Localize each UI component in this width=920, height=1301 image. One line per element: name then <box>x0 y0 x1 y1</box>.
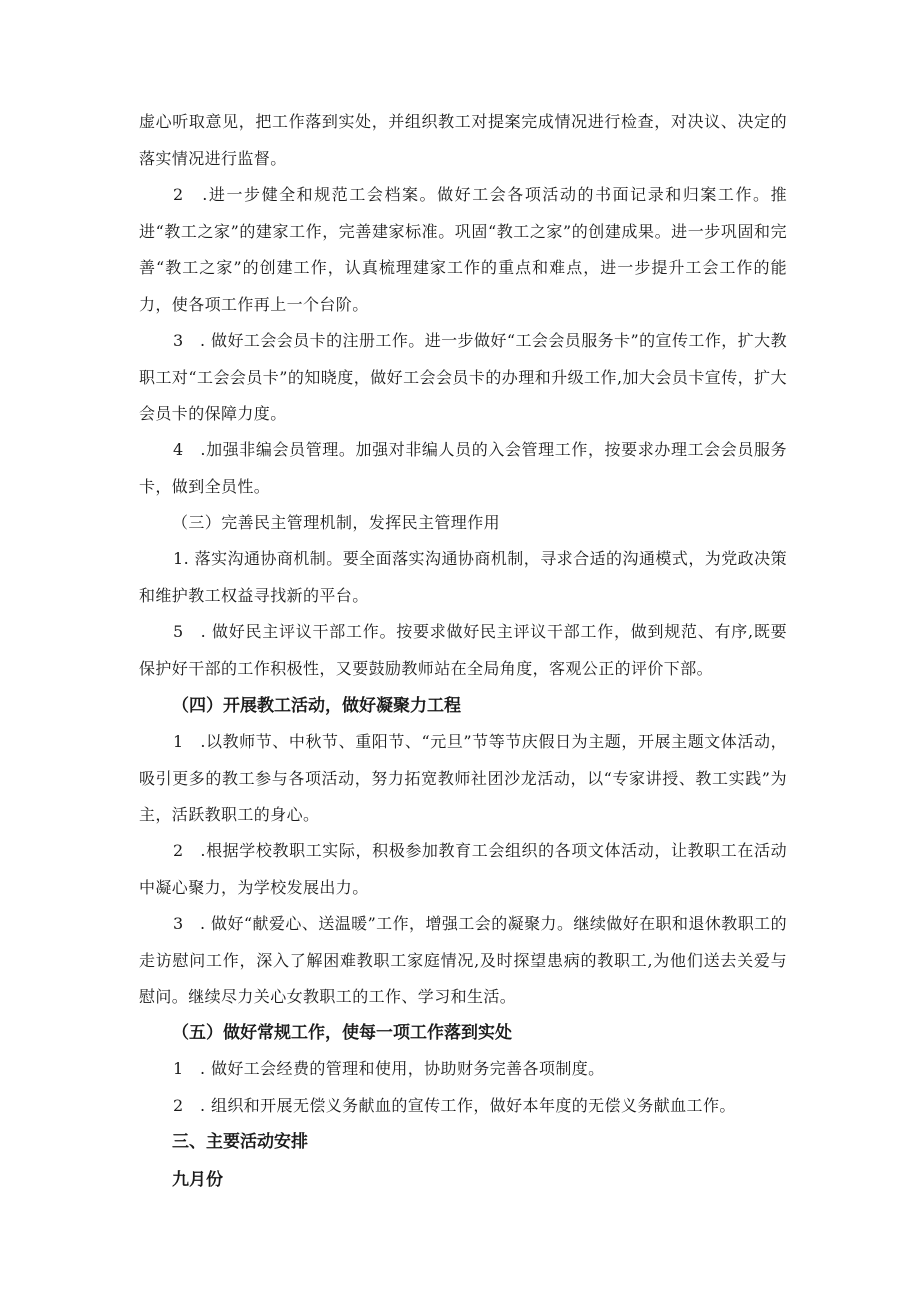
section-heading-3: （三）完善民主管理机制，发挥民主管理作用 <box>172 513 501 532</box>
section-heading-5: （五）做好常规工作，使每一项工作落到实处 <box>172 1023 512 1043</box>
paragraph-5-2: 2 . 组织和开展无偿义务献血的宣传工作，做好本年度的无偿义务献血工作。 <box>173 1096 736 1115</box>
paragraph-4-1: 1 .以教师节、中秋节、重阳节、“元旦”节等节庆假日为主题，开展主题文体活动，吸引更多的教工参与各项活动，努力拓宽教师社团沙龙活动，以“专家讲授、教工实践”为主，活跃教职工的身心。 <box>139 732 787 824</box>
paragraph-3-5: 5 . 做好民主评议干部工作。按要求做好民主评议干部工作，做到规范、有序,既要保护好干部的工作积极性，又要鼓励教师站在全局角度，客观公正的评价下部。 <box>139 622 787 678</box>
paragraph-4-2: 2 .根据学校教职工实际，积极参加教育工会组织的各项文体活动，让教职工在活动中凝心聚力，为学校发展出力。 <box>139 841 787 897</box>
paragraph-item-3: 3 . 做好工会会员卡的注册工作。进一步做好“工会会员服务卡”的宣传工作，扩大教职工对“工会会员卡”的知晓度，做好工会会员卡的办理和升级工作,加大会员卡宣传，扩大会员卡的保障力度。 <box>139 331 787 423</box>
paragraph-intro: 虚心听取意见，把工作落到实处，并组织教工对提案完成情况进行检查，对决议、决定的落实情况进行监督。 <box>139 112 787 168</box>
section-title-activities: 三、主要活动安排 <box>172 1132 308 1152</box>
paragraph-5-1: 1 . 做好工会经费的管理和使用，协助财务完善各项制度。 <box>173 1059 605 1078</box>
month-heading-september: 九月份 <box>172 1170 223 1190</box>
section-heading-4: （四）开展教工活动，做好凝聚力工程 <box>172 696 461 716</box>
paragraph-3-1: 1. 落实沟通协商机制。要全面落实沟通协商机制，寻求合适的沟通模式，为党政决策和维护教工权益寻找新的平台。 <box>139 549 787 605</box>
paragraph-item-2: 2 .进一步健全和规范工会档案。做好工会各项活动的书面记录和归案工作。推进“教工之家”的建家工作，完善建家标准。巩固“教工之家”的创建成果。进一步巩固和完善“教工之家”的创建工作，认真梳理建家工作的重点和难点，进一步提升工会工作的能力，使各项工作再上一个台阶。 <box>139 185 787 314</box>
paragraph-item-4: 4 .加强非编会员管理。加强对非编人员的入会管理工作，按要求办理工会会员服务卡，做到全员性。 <box>139 440 787 496</box>
paragraph-4-3: 3 . 做好“献爱心、送温暖”工作，增强工会的凝聚力。继续做好在职和退休教职工的走访慰问工作，深入了解困难教职工家庭情况,及时探望患病的教职工,为他们送去关爱与慰问。继续尽力关心女教职工的工作、学习和生活。 <box>139 914 787 1006</box>
